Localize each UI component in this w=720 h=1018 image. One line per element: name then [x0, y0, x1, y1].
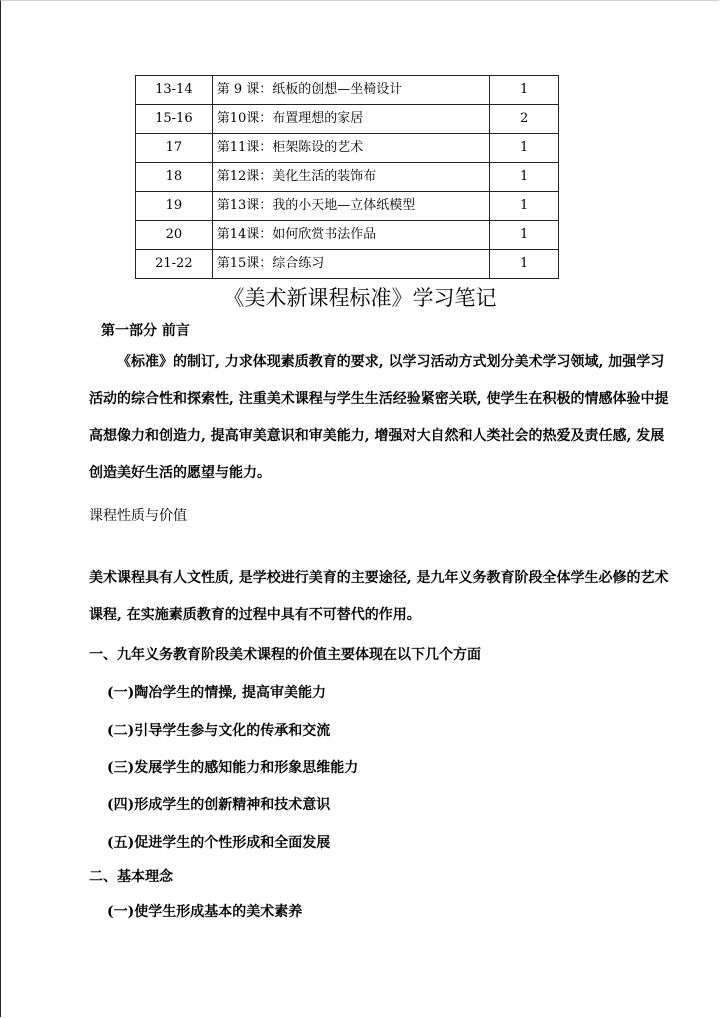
- hours-cell: 1: [490, 76, 559, 105]
- table-row: [136, 163, 559, 192]
- lesson-cell: 第10课：布置理想的家居: [212, 105, 490, 134]
- table-row: [136, 134, 559, 163]
- hours-cell: 1: [490, 192, 559, 221]
- week-cell: 17: [136, 134, 213, 163]
- table-row: [136, 250, 559, 279]
- hours-cell: 2: [490, 105, 559, 134]
- lesson-cell: 第12课：美化生活的装饰布: [212, 163, 490, 192]
- table-row: [136, 221, 559, 250]
- part-heading: 第一部分 前言: [101, 323, 190, 339]
- table-row: [136, 192, 559, 221]
- value-item: (四)形成学生的创新精神和技术意识: [107, 797, 331, 813]
- lesson-schedule-body: [136, 76, 559, 279]
- value-item: (三)发展学生的感知能力和形象思维能力: [107, 760, 359, 776]
- lesson-cell: 第13课：我的小天地—立体纸模型: [212, 192, 490, 221]
- week-cell: 20: [136, 221, 213, 250]
- nature-paragraph: 美术课程具有人文性质, 是学校进行美育的主要途径, 是九年义务教育阶段全体学生必修的艺术课程, 在实施素质教育的过程中具有不可替代的作用。: [89, 570, 669, 623]
- week-cell: 13-14: [136, 76, 213, 105]
- lesson-cell: 第15课：综合练习: [212, 250, 490, 279]
- lesson-cell: 第11课：柜架陈设的艺术: [212, 134, 490, 163]
- concept-item: (一)使学生形成基本的美术素养: [107, 904, 303, 920]
- week-cell: 15-16: [136, 105, 213, 134]
- hours-cell: 1: [490, 134, 559, 163]
- week-cell: 19: [136, 192, 213, 221]
- table-row: [136, 76, 559, 105]
- week-cell: 21-22: [136, 250, 213, 279]
- hours-cell: 1: [490, 221, 559, 250]
- preface-paragraph: 《标准》的制订, 力求体现素质教育的要求, 以学习活动方式划分美术学习领域, 加强学习活动的综合性和探索性, 注重美术课程与学生生活经验紧密关联, 使学生在积极的情感体验中提高想像力和创造力, 提高审美意识和审美能力, 增强对大自然和人类社会的热爱及责任感, 发展创造美好生活的愿望与能力。: [89, 354, 669, 481]
- document-title: 《美术新课程标准》学习笔记: [223, 286, 497, 310]
- lesson-cell: 第14课：如何欣赏书法作品: [212, 221, 490, 250]
- table-row: [136, 105, 559, 134]
- hours-cell: 1: [490, 163, 559, 192]
- value-item: (五)促进学生的个性形成和全面发展: [107, 835, 331, 851]
- value-heading: 一、九年义务教育阶段美术课程的价值主要体现在以下几个方面: [89, 647, 481, 663]
- lesson-cell: 第 9 课：纸板的创想—坐椅设计: [212, 76, 490, 105]
- week-cell: 18: [136, 163, 213, 192]
- concept-heading: 二、基本理念: [89, 869, 173, 885]
- hours-cell: 1: [490, 250, 559, 279]
- value-item: (二)引导学生参与文化的传承和交流: [107, 723, 331, 739]
- lesson-schedule-table: [135, 75, 559, 279]
- nature-heading: 课程性质与价值: [89, 508, 187, 524]
- value-item: (一)陶冶学生的情操, 提高审美能力: [107, 685, 326, 701]
